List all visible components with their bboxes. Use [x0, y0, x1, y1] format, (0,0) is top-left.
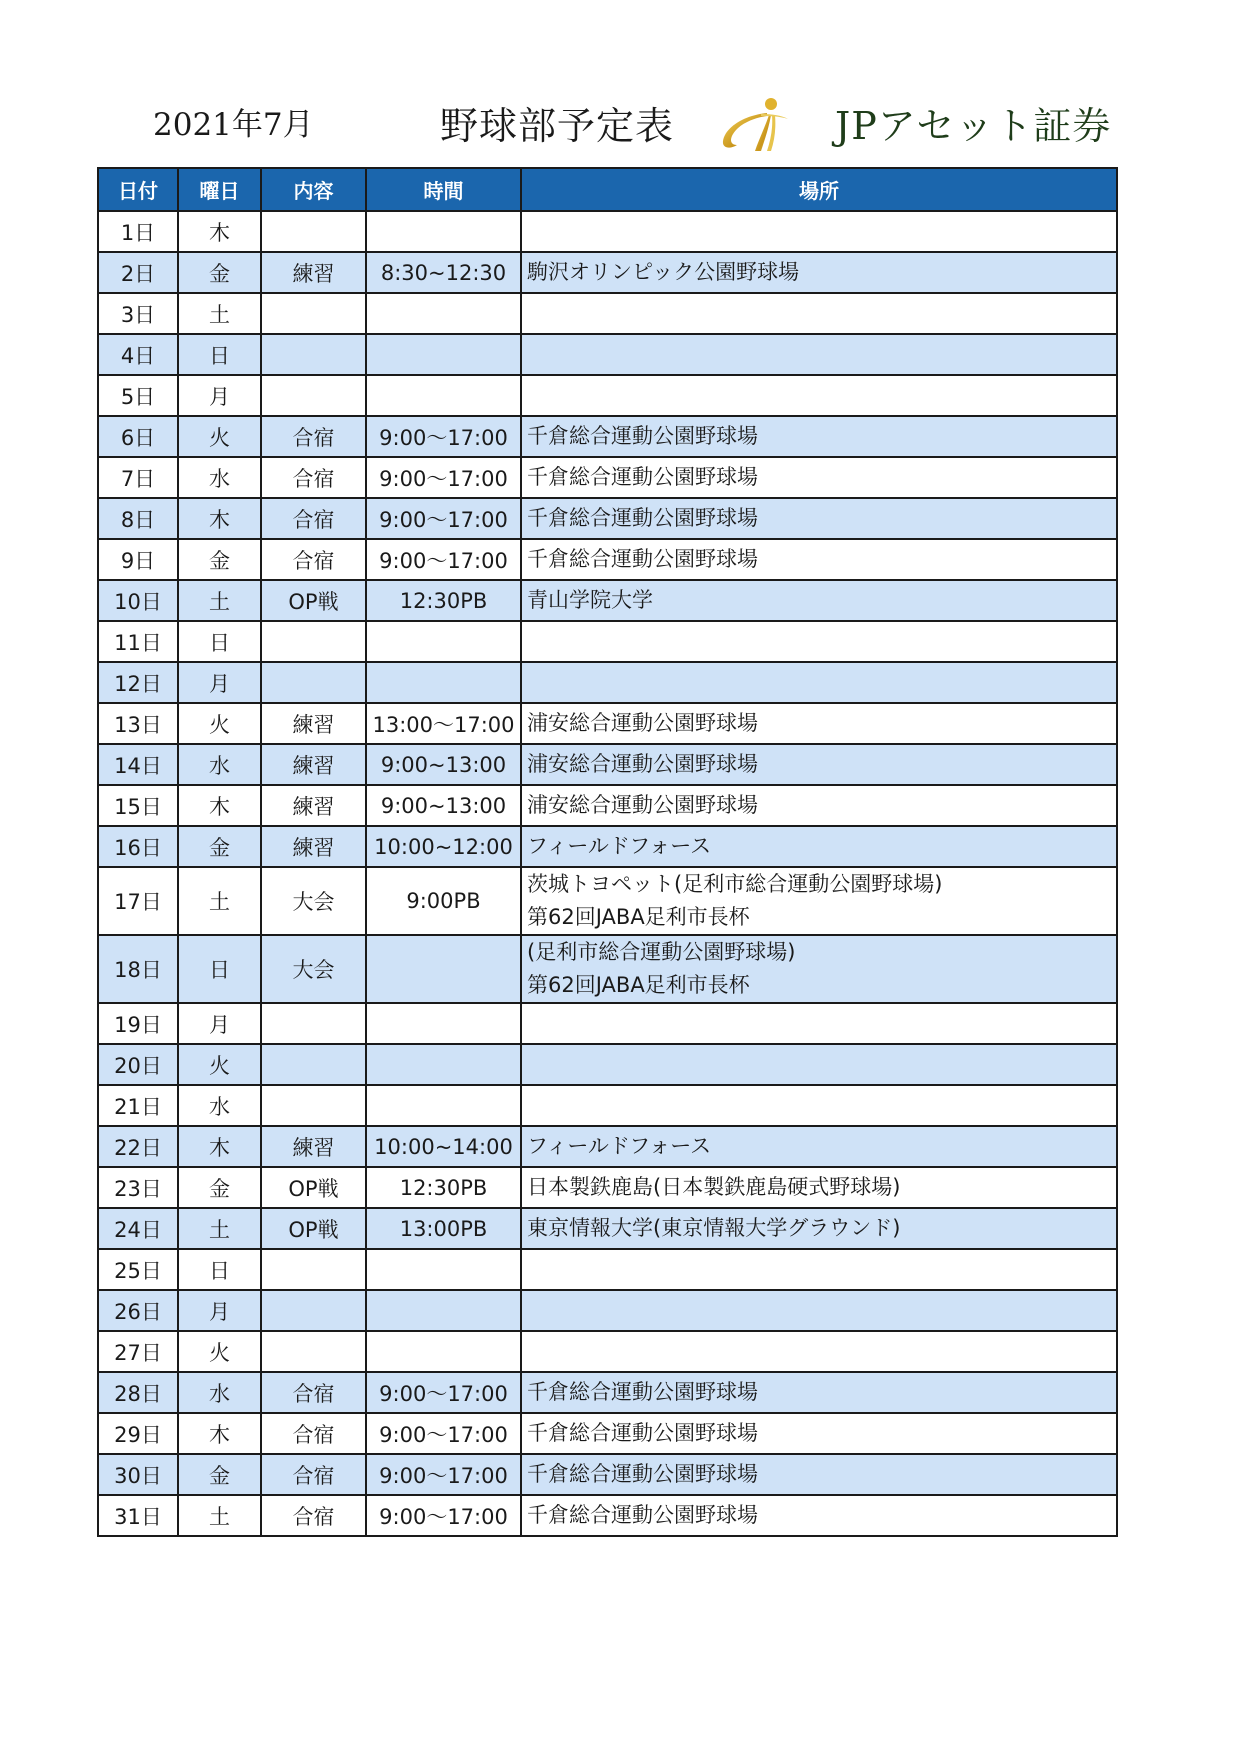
content-cell: 練習	[261, 744, 366, 785]
place-line: 千倉総合運動公園野球場	[527, 465, 758, 489]
time-cell	[366, 1003, 521, 1044]
date-cell: 19日	[98, 1003, 178, 1044]
content-cell	[261, 1290, 366, 1331]
table-row	[98, 416, 1117, 457]
time-cell	[366, 1249, 521, 1290]
column-header-place: 場所	[521, 168, 1117, 211]
place-line: フィールドフォース	[527, 834, 712, 858]
place-cell	[521, 1003, 1117, 1044]
table-row	[98, 1208, 1117, 1249]
content-cell	[261, 334, 366, 375]
column-header-time: 時間	[366, 168, 521, 211]
table-row	[98, 580, 1117, 621]
day-of-week-cell: 木	[178, 785, 261, 826]
place-cell	[521, 1331, 1117, 1372]
table-row	[98, 1003, 1117, 1044]
content-cell: OP戦	[261, 580, 366, 621]
content-cell	[261, 1085, 366, 1126]
date-cell: 13日	[98, 703, 178, 744]
table-row	[98, 1044, 1117, 1085]
day-of-week-cell: 土	[178, 580, 261, 621]
day-of-week-cell: 金	[178, 826, 261, 867]
place-line: 浦安総合運動公園野球場	[527, 752, 758, 776]
place-cell	[521, 662, 1117, 703]
company-name: JPアセット証券	[835, 104, 1112, 148]
place-cell	[521, 935, 1117, 1003]
time-cell	[366, 621, 521, 662]
day-of-week-cell: 土	[178, 867, 261, 935]
place-cell	[521, 1290, 1117, 1331]
column-header-date: 日付	[98, 168, 178, 211]
place-cell	[521, 293, 1117, 334]
date-cell: 2日	[98, 252, 178, 293]
time-cell: 13:00〜17:00	[366, 703, 521, 744]
place-cell	[521, 457, 1117, 498]
day-of-week-cell: 火	[178, 416, 261, 457]
table-row	[98, 293, 1117, 334]
date-cell: 24日	[98, 1208, 178, 1249]
date-cell: 26日	[98, 1290, 178, 1331]
day-of-week-cell: 水	[178, 1085, 261, 1126]
content-cell: 合宿	[261, 1454, 366, 1495]
place-line: 千倉総合運動公園野球場	[527, 1462, 758, 1486]
schedule-table	[97, 167, 1118, 1537]
day-of-week-cell: 日	[178, 1249, 261, 1290]
day-of-week-cell: 日	[178, 621, 261, 662]
gold-swoosh-logo-icon	[715, 95, 790, 155]
date-cell: 21日	[98, 1085, 178, 1126]
date-cell: 5日	[98, 375, 178, 416]
time-cell: 9:00~13:00	[366, 744, 521, 785]
day-of-week-cell: 月	[178, 662, 261, 703]
place-cell	[521, 539, 1117, 580]
place-line: 茨城トヨペット(足利市総合運動公園野球場)	[527, 872, 943, 896]
time-cell	[366, 1331, 521, 1372]
place-cell	[521, 375, 1117, 416]
content-cell: 合宿	[261, 457, 366, 498]
date-cell: 6日	[98, 416, 178, 457]
time-cell	[366, 334, 521, 375]
table-row	[98, 744, 1117, 785]
content-cell: 大会	[261, 935, 366, 1003]
date-cell: 4日	[98, 334, 178, 375]
content-cell: 合宿	[261, 1372, 366, 1413]
date-cell: 18日	[98, 935, 178, 1003]
place-line: (足利市総合運動公園野球場)	[527, 940, 796, 964]
day-of-week-cell: 土	[178, 1495, 261, 1536]
time-cell: 12:30PB	[366, 1167, 521, 1208]
date-cell: 29日	[98, 1413, 178, 1454]
content-cell	[261, 621, 366, 662]
content-cell	[261, 1331, 366, 1372]
place-line: 千倉総合運動公園野球場	[527, 1503, 758, 1527]
day-of-week-cell: 水	[178, 744, 261, 785]
table-row	[98, 785, 1117, 826]
time-cell	[366, 1085, 521, 1126]
table-row	[98, 1495, 1117, 1536]
date-cell: 31日	[98, 1495, 178, 1536]
time-cell: 9:00〜17:00	[366, 457, 521, 498]
page-title: 野球部予定表	[440, 104, 675, 148]
content-cell	[261, 662, 366, 703]
day-of-week-cell: 金	[178, 252, 261, 293]
content-cell: 練習	[261, 826, 366, 867]
day-of-week-cell: 金	[178, 539, 261, 580]
column-header-day-of-week: 曜日	[178, 168, 261, 211]
place-cell	[521, 703, 1117, 744]
place-cell	[521, 1044, 1117, 1085]
date-cell: 25日	[98, 1249, 178, 1290]
place-cell	[521, 1249, 1117, 1290]
place-cell	[521, 1454, 1117, 1495]
time-cell: 9:00〜17:00	[366, 539, 521, 580]
day-of-week-cell: 木	[178, 1413, 261, 1454]
table-row	[98, 498, 1117, 539]
content-cell: 合宿	[261, 416, 366, 457]
day-of-week-cell: 木	[178, 498, 261, 539]
content-cell: 合宿	[261, 1495, 366, 1536]
table-row	[98, 1249, 1117, 1290]
date-cell: 17日	[98, 867, 178, 935]
place-cell	[521, 826, 1117, 867]
content-cell: 大会	[261, 867, 366, 935]
place-cell	[521, 211, 1117, 252]
time-cell: 9:00PB	[366, 867, 521, 935]
date-cell: 3日	[98, 293, 178, 334]
table-row	[98, 1413, 1117, 1454]
content-cell: 合宿	[261, 539, 366, 580]
time-cell: 9:00〜17:00	[366, 1413, 521, 1454]
content-cell	[261, 1249, 366, 1290]
time-cell: 9:00~13:00	[366, 785, 521, 826]
day-of-week-cell: 水	[178, 1372, 261, 1413]
place-cell	[521, 498, 1117, 539]
time-cell: 12:30PB	[366, 580, 521, 621]
place-line: 千倉総合運動公園野球場	[527, 1380, 758, 1404]
place-cell	[521, 1167, 1117, 1208]
column-header-content: 内容	[261, 168, 366, 211]
place-cell	[521, 1495, 1117, 1536]
document-header	[0, 95, 1240, 155]
day-of-week-cell: 月	[178, 1290, 261, 1331]
day-of-week-cell: 木	[178, 211, 261, 252]
place-line: 第62回JABA足利市長杯	[527, 905, 750, 929]
place-line: 千倉総合運動公園野球場	[527, 424, 758, 448]
place-cell	[521, 252, 1117, 293]
table-row	[98, 935, 1117, 1003]
content-cell: OP戦	[261, 1167, 366, 1208]
date-cell: 28日	[98, 1372, 178, 1413]
date-cell: 14日	[98, 744, 178, 785]
time-cell: 9:00〜17:00	[366, 1372, 521, 1413]
place-cell	[521, 744, 1117, 785]
place-line: 浦安総合運動公園野球場	[527, 793, 758, 817]
table-row	[98, 1454, 1117, 1495]
place-line: フィールドフォース	[527, 1134, 712, 1158]
date-cell: 22日	[98, 1126, 178, 1167]
content-cell	[261, 1044, 366, 1085]
time-cell: 9:00〜17:00	[366, 498, 521, 539]
place-cell	[521, 416, 1117, 457]
day-of-week-cell: 土	[178, 293, 261, 334]
time-cell: 8:30~12:30	[366, 252, 521, 293]
table-row	[98, 457, 1117, 498]
date-cell: 9日	[98, 539, 178, 580]
day-of-week-cell: 金	[178, 1167, 261, 1208]
day-of-week-cell: 火	[178, 703, 261, 744]
table-header-row	[98, 168, 1117, 211]
table-row	[98, 867, 1117, 935]
content-cell	[261, 1003, 366, 1044]
day-of-week-cell: 火	[178, 1044, 261, 1085]
day-of-week-cell: 日	[178, 935, 261, 1003]
time-cell	[366, 211, 521, 252]
time-cell: 10:00~14:00	[366, 1126, 521, 1167]
content-cell: 練習	[261, 703, 366, 744]
place-cell	[521, 1208, 1117, 1249]
content-cell: 合宿	[261, 1413, 366, 1454]
date-cell: 7日	[98, 457, 178, 498]
place-line: 日本製鉄鹿島(日本製鉄鹿島硬式野球場)	[527, 1175, 901, 1199]
date-cell: 10日	[98, 580, 178, 621]
time-cell	[366, 1044, 521, 1085]
date-cell: 12日	[98, 662, 178, 703]
time-cell	[366, 1290, 521, 1331]
place-line: 東京情報大学(東京情報大学グラウンド)	[527, 1216, 901, 1240]
content-cell: 練習	[261, 1126, 366, 1167]
date-cell: 27日	[98, 1331, 178, 1372]
place-line: 浦安総合運動公園野球場	[527, 711, 758, 735]
place-cell	[521, 785, 1117, 826]
table-row	[98, 334, 1117, 375]
place-cell	[521, 621, 1117, 662]
place-cell	[521, 1413, 1117, 1454]
table-row	[98, 252, 1117, 293]
time-cell: 9:00〜17:00	[366, 416, 521, 457]
content-cell: 練習	[261, 252, 366, 293]
time-cell	[366, 375, 521, 416]
time-cell: 9:00〜17:00	[366, 1495, 521, 1536]
time-cell	[366, 935, 521, 1003]
table-row	[98, 826, 1117, 867]
table-row	[98, 662, 1117, 703]
place-line: 千倉総合運動公園野球場	[527, 547, 758, 571]
content-cell: 合宿	[261, 498, 366, 539]
table-row	[98, 1290, 1117, 1331]
place-line: 千倉総合運動公園野球場	[527, 1421, 758, 1445]
place-cell	[521, 867, 1117, 935]
place-line: 千倉総合運動公園野球場	[527, 506, 758, 530]
table-row	[98, 1167, 1117, 1208]
time-cell: 9:00〜17:00	[366, 1454, 521, 1495]
place-cell	[521, 580, 1117, 621]
day-of-week-cell: 金	[178, 1454, 261, 1495]
content-cell: OP戦	[261, 1208, 366, 1249]
place-line: 青山学院大学	[527, 588, 653, 612]
day-of-week-cell: 月	[178, 375, 261, 416]
time-cell: 13:00PB	[366, 1208, 521, 1249]
date-cell: 15日	[98, 785, 178, 826]
place-cell	[521, 1372, 1117, 1413]
day-of-week-cell: 日	[178, 334, 261, 375]
date-cell: 23日	[98, 1167, 178, 1208]
time-cell: 10:00~12:00	[366, 826, 521, 867]
date-cell: 20日	[98, 1044, 178, 1085]
place-cell	[521, 1085, 1117, 1126]
table-row	[98, 621, 1117, 662]
table-row	[98, 375, 1117, 416]
time-cell	[366, 662, 521, 703]
time-cell	[366, 293, 521, 334]
content-cell: 練習	[261, 785, 366, 826]
table-row	[98, 211, 1117, 252]
date-cell: 1日	[98, 211, 178, 252]
place-line: 第62回JABA足利市長杯	[527, 973, 750, 997]
table-row	[98, 539, 1117, 580]
date-cell: 30日	[98, 1454, 178, 1495]
table-row	[98, 1331, 1117, 1372]
month-label: 2021年7月	[153, 107, 314, 143]
table-row	[98, 1126, 1117, 1167]
day-of-week-cell: 土	[178, 1208, 261, 1249]
content-cell	[261, 211, 366, 252]
date-cell: 11日	[98, 621, 178, 662]
place-cell	[521, 1126, 1117, 1167]
place-cell	[521, 334, 1117, 375]
day-of-week-cell: 水	[178, 457, 261, 498]
place-line: 駒沢オリンピック公園野球場	[527, 260, 800, 284]
day-of-week-cell: 木	[178, 1126, 261, 1167]
content-cell	[261, 293, 366, 334]
day-of-week-cell: 火	[178, 1331, 261, 1372]
day-of-week-cell: 月	[178, 1003, 261, 1044]
table-row	[98, 703, 1117, 744]
content-cell	[261, 375, 366, 416]
date-cell: 16日	[98, 826, 178, 867]
date-cell: 8日	[98, 498, 178, 539]
table-row	[98, 1372, 1117, 1413]
table-row	[98, 1085, 1117, 1126]
